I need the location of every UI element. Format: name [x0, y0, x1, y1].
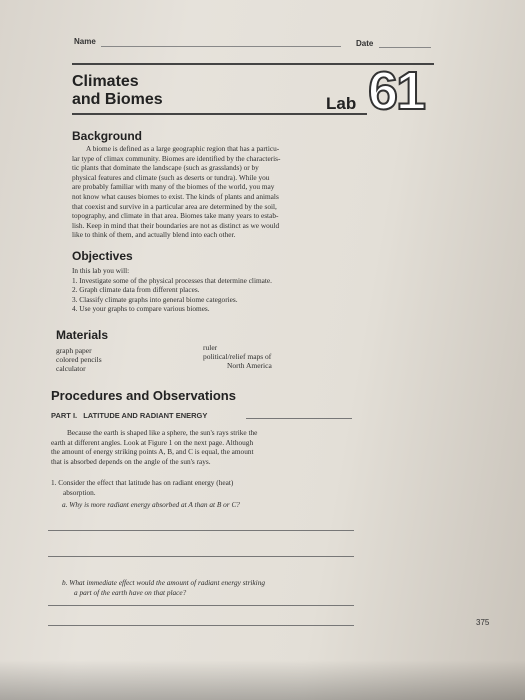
name-label: Name	[74, 37, 96, 46]
objectives-list	[72, 266, 362, 314]
list-item: 1. Investigate some of the physical processes that determine climate.	[72, 275, 272, 285]
materials-col-2	[203, 343, 272, 370]
question-1b	[62, 578, 362, 597]
answer-line-1a-1[interactable]	[48, 530, 354, 531]
objectives-intro: In this lab you will:	[72, 266, 130, 275]
text-line: not know what causes biomes to exist. The kinds of plants and animals	[72, 191, 279, 201]
question-1b-line-1: b. What immediate effect would the amount of radiant energy striking	[62, 578, 265, 587]
part-label: PART I.	[51, 411, 78, 420]
text-line: topography, and climate in that area. Biomes take many years to estab-	[72, 211, 279, 221]
page-shadow	[0, 660, 525, 700]
background-paragraph	[72, 144, 362, 240]
materials-col-1	[56, 346, 102, 373]
list-item: 4. Use your graphs to compare various biomes.	[72, 304, 210, 314]
objectives-heading: Objectives	[72, 249, 133, 263]
text-line: earth at different angles. Look at Figure 1 on the next page. Although	[51, 437, 254, 447]
answer-line-1b-1[interactable]	[48, 605, 354, 606]
part-title: LATITUDE AND RADIANT ENERGY	[83, 411, 208, 420]
list-item: ruler	[203, 343, 218, 352]
text-line: tic plants that dominate the landscape (such as grasslands) or by	[72, 163, 259, 173]
question-1-line-1: 1. Consider the effect that latitude has on radiant energy (heat)	[51, 478, 234, 487]
list-item: North America	[227, 361, 272, 370]
text-line: lar type of climax community. Biomes are identified by the characteris-	[72, 153, 281, 163]
text-line: like to think of them, and actually blend into each other.	[72, 230, 236, 240]
materials-heading: Materials	[56, 328, 109, 342]
text-line: that is absorbed depends on the angle of the sun's rays.	[51, 456, 211, 466]
list-item: 3. Classify climate graphs into general biome categories.	[72, 294, 238, 304]
page-number: 375	[476, 618, 490, 627]
procedures-paragraph	[51, 428, 351, 466]
list-item: political/relief maps of	[203, 352, 272, 361]
list-item: colored pencils	[56, 355, 102, 364]
procedures-heading: Procedures and Observations	[51, 388, 236, 403]
name-line	[101, 46, 341, 47]
text-line: the amount of energy striking points A, B, and C is equal, the amount	[51, 447, 254, 457]
title-line-2: and Biomes	[72, 91, 163, 108]
question-1-line-2: absorption.	[63, 487, 96, 497]
lab-number: 61	[368, 61, 425, 121]
text-line: that coexist and survive in a particular area are determined by the soil,	[72, 201, 277, 211]
question-1b-line-2: a part of the earth have on that place?	[74, 587, 187, 597]
text-line: Because the earth is shaped like a sphere, the sun's rays strike the	[67, 428, 258, 437]
list-item: calculator	[56, 364, 86, 373]
lab-word: Lab	[326, 94, 357, 113]
answer-line-1a-2[interactable]	[48, 556, 354, 557]
question-1a: a. Why is more radiant energy absorbed at A than at B or C?	[62, 500, 240, 509]
text-line: physical features and climate (such as deserts or tundra). While you	[72, 172, 270, 182]
part-heading-rule	[246, 418, 352, 419]
part-heading	[51, 411, 207, 420]
title-line-1: Climates	[72, 73, 139, 90]
answer-line-1b-2[interactable]	[48, 625, 354, 626]
list-item: 2. Graph climate data from different places.	[72, 285, 200, 295]
list-item: graph paper	[56, 346, 92, 355]
question-1	[51, 478, 351, 497]
text-line: lish. Keep in mind that their boundaries are not as distinct as we would	[72, 220, 280, 230]
date-line	[379, 47, 431, 48]
lab-title	[72, 73, 163, 109]
background-heading: Background	[72, 129, 143, 143]
title-bottom-rule	[72, 113, 367, 115]
date-label: Date	[356, 39, 374, 48]
text-line: are probably familiar with many of the biomes of the world, you may	[72, 182, 275, 192]
text-line: A biome is defined as a large geographic region that has a particu-	[86, 144, 280, 153]
